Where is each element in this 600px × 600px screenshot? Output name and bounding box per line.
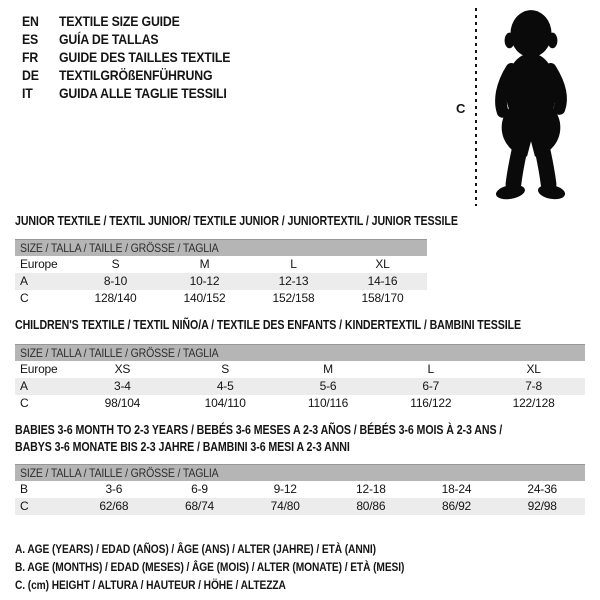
size-cell: 104/110 (204, 396, 246, 410)
size-cell: L (427, 362, 435, 376)
table-row-a (15, 273, 427, 290)
size-cell: 12-18 (356, 482, 386, 496)
size-cell: 74/80 (270, 499, 300, 513)
height-measure-dashed-line (475, 8, 477, 206)
children-size-table (15, 344, 585, 412)
language-title-block (22, 12, 259, 102)
size-cell: 6-7 (422, 379, 440, 393)
size-header-row: SIZE / TALLA / TAILLE / GRÖSSE / TAGLIA (15, 344, 585, 361)
language-row (22, 84, 259, 102)
language-row (22, 48, 259, 66)
size-cell: 3-4 (114, 379, 131, 393)
size-cell: 128/140 (94, 291, 137, 305)
size-cell: 68/74 (184, 499, 215, 513)
size-cell: M (199, 257, 210, 271)
size-cell: 92/98 (527, 499, 557, 513)
children-table-title: CHILDREN'S TEXTILE / TEXTIL NIÑO/A / TEXTILE DES ENFANTS / KINDERTEXTIL / BAMBINI TESSILE (15, 318, 521, 332)
row-label: A (20, 274, 28, 288)
size-cell: XS (114, 362, 131, 376)
language-title: GUÍA DE TALLAS (58, 31, 159, 47)
row-label: C (20, 499, 29, 513)
size-cell: 80/86 (356, 499, 386, 513)
size-cell: 158/170 (361, 291, 404, 305)
language-title: TEXTILGRÖßENFÜHRUNG (58, 67, 213, 83)
size-cell: 24-36 (527, 482, 558, 496)
row-label: Europe (20, 362, 58, 376)
size-cell: 5-6 (319, 379, 337, 393)
row-label: B (20, 482, 28, 496)
size-cell: 7-8 (525, 379, 542, 393)
table-row-europe (15, 256, 427, 273)
language-code: IT (22, 85, 33, 101)
size-cell: 3-6 (105, 482, 123, 496)
language-row (22, 66, 259, 84)
size-cell: 152/158 (272, 291, 315, 305)
babies-size-table (15, 464, 585, 515)
size-cell: 86/92 (442, 499, 472, 513)
size-header-row: SIZE / TALLA / TAILLE / GRÖSSE / TAGLIA (15, 464, 585, 481)
measure-label-c: C (456, 101, 466, 116)
size-cell: 18-24 (441, 482, 472, 496)
table-row-europe (15, 361, 585, 378)
size-cell: XL (526, 362, 541, 376)
row-label: Europe (20, 257, 58, 271)
language-code: DE (22, 67, 39, 83)
junior-table-title: JUNIOR TEXTILE / TEXTIL JUNIOR/ TEXTILE JUNIOR / JUNIORTEXTIL / JUNIOR TESSILE (15, 214, 458, 228)
language-code: EN (22, 13, 39, 29)
row-label: C (20, 396, 29, 410)
size-cell: XL (375, 257, 390, 271)
size-header-row: SIZE / TALLA / TAILLE / GRÖSSE / TAGLIA (15, 239, 427, 256)
table-row-c (15, 290, 427, 307)
size-cell: S (111, 257, 120, 271)
size-cell: 8-10 (103, 274, 128, 288)
language-title: GUIDA ALLE TAGLIE TESSILI (58, 85, 227, 101)
size-cell: 10-12 (189, 274, 220, 288)
junior-size-table (15, 239, 427, 307)
size-cell: 14-16 (367, 274, 398, 288)
size-cell: M (323, 362, 333, 376)
language-title: TEXTILE SIZE GUIDE (58, 13, 180, 29)
legend-line-c: C. (cm) HEIGHT / ALTURA / HAUTEUR / HÖHE / ALTEZZA (15, 578, 286, 592)
language-row (22, 30, 259, 48)
size-cell: 116/122 (410, 396, 452, 410)
measurement-legend (15, 540, 473, 594)
size-cell: 4-5 (216, 379, 234, 393)
table-row-c (15, 498, 585, 515)
size-cell: 9-12 (273, 482, 297, 496)
size-cell: 98/104 (104, 396, 141, 410)
size-cell: 110/116 (307, 396, 349, 410)
table-row-c (15, 395, 585, 412)
language-code: ES (22, 31, 39, 47)
babies-table-title: BABIES 3-6 MONTH TO 2-3 YEARS / BEBÉS 3-6 MESES A 2-3 AÑOS / BÉBÉS 3-6 MOIS À 2-3 ANS / BABYS 3-6 MONATE BIS 2-3 JAHRE / BAMBINI 3-6 MESI A 2-3 ANNI (15, 423, 503, 454)
language-row (22, 12, 259, 30)
size-cell: S (221, 362, 230, 376)
table-row-a (15, 378, 585, 395)
language-code: FR (22, 49, 39, 65)
size-cell: 12-13 (278, 274, 309, 288)
size-cell: 62/68 (99, 499, 129, 513)
legend-line-a: A. AGE (YEARS) / EDAD (AÑOS) / ÂGE (ANS) / ALTER (JAHRE) / ETÀ (ANNI) (15, 542, 376, 556)
row-label: C (20, 291, 29, 305)
size-cell: 6-9 (191, 482, 208, 496)
table-row-b (15, 481, 585, 498)
size-cell: 122/128 (512, 396, 555, 410)
language-title: GUIDE DES TAILLES TEXTILE (58, 49, 231, 65)
size-cell: 140/152 (183, 291, 226, 305)
legend-line-b: B. AGE (MONTHS) / EDAD (MESES) / ÂGE (MOIS) / ALTER (MONATE) / ETÀ (MESI) (15, 560, 405, 574)
row-label: A (20, 379, 28, 393)
baby-silhouette (487, 7, 575, 205)
size-cell: L (290, 257, 297, 271)
